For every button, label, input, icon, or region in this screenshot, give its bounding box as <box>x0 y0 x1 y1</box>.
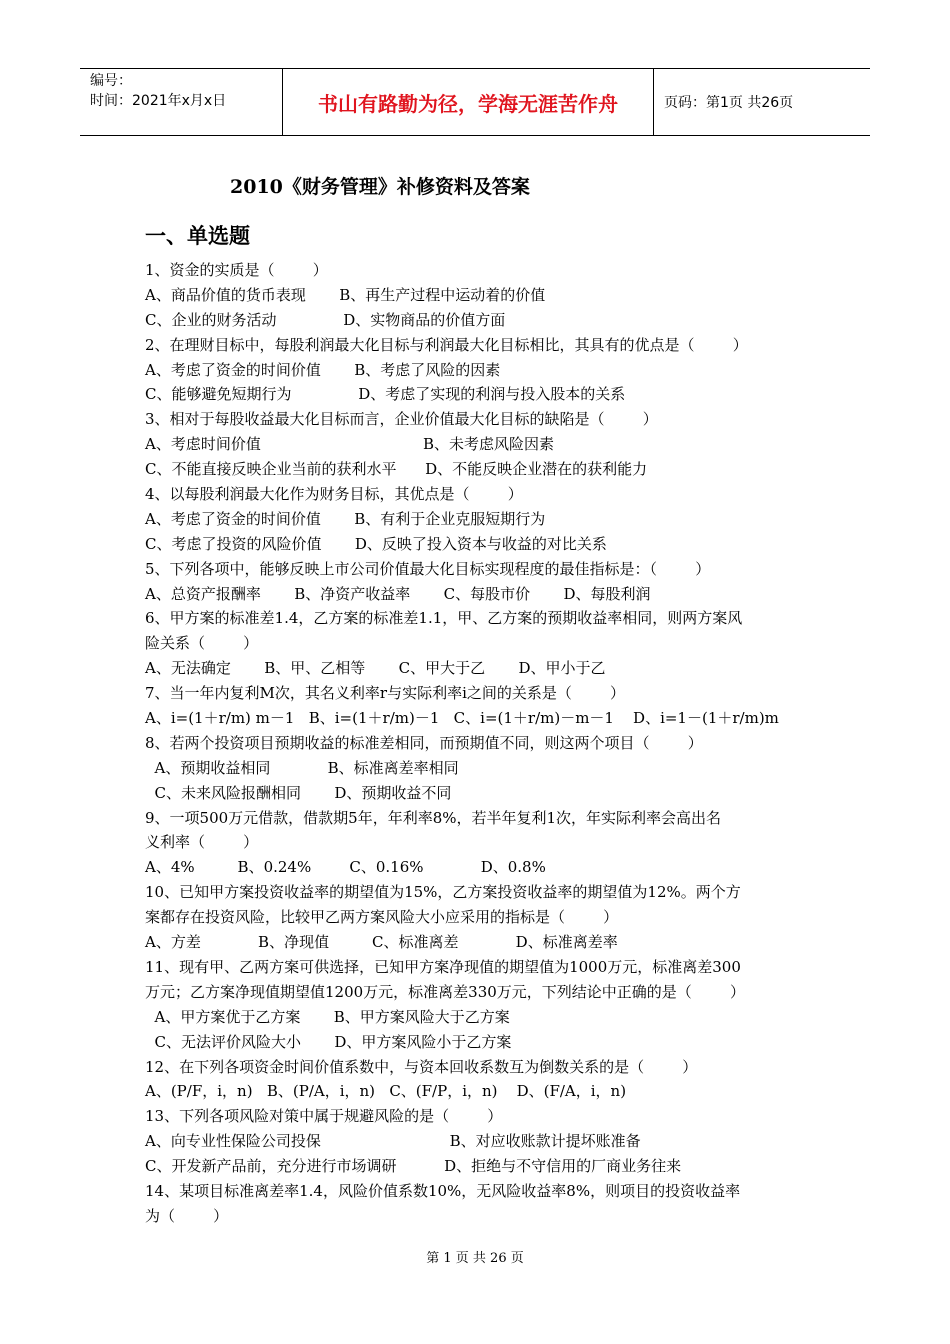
text-line: C、开发新产品前，充分进行市场调研 D、拒绝与不守信用的厂商业务往来 <box>145 1157 682 1176</box>
text-line: 12、在下列各项资金时间价值系数中，与资本回收系数互为倒数关系的是（ ） <box>145 1057 698 1076</box>
text-line: 4、以每股利润最大化作为财务目标，其优点是（ ） <box>145 485 523 504</box>
text-line: A、考虑时间价值 B、未考虑风险因素 <box>145 435 554 454</box>
text-line: 万元；乙方案净现值期望值1200万元，标准离差330万元，下列结论中正确的是（ ） <box>145 982 745 1001</box>
text-line: A、总资产报酬率 B、净资产收益率 C、每股市价 D、每股利润 <box>145 584 651 603</box>
document-title: 2010《财务管理》补修资料及答案 <box>230 176 530 198</box>
text-line: A、预期收益相同 B、标准离差率相同 <box>145 758 459 777</box>
date-label: 时间：2021年x月x日 <box>90 93 227 109</box>
text-line: C、能够避免短期行为 D、考虑了实现的利润与投入股本的关系 <box>145 385 626 404</box>
text-line: A、4% B、0.24% C、0.16% D、0.8% <box>145 858 546 877</box>
text-line: A、(P/F，i，n) B、(P/A，i，n) C、(F/P，i，n) D、(F/A，i，n) <box>145 1082 627 1101</box>
text-line: C、考虑了投资的风险价值 D、反映了投入资本与收益的对比关系 <box>145 534 607 553</box>
text-line: 13、下列各项风险对策中属于规避风险的是（ ） <box>145 1107 503 1126</box>
text-line: A、商品价值的货币表现 B、再生产过程中运动着的价值 <box>145 285 546 304</box>
text-line: C、无法评价风险大小 D、甲方案风险小于乙方案 <box>145 1032 512 1051</box>
text-line: C、未来风险报酬相同 D、预期收益不同 <box>145 783 452 802</box>
text-line: 9、一项500万元借款，借款期5年，年利率8%，若半年复利1次，年实际利率会高出名 <box>145 808 722 827</box>
text-line: 6、甲方案的标准差1.4，乙方案的标准差1.1，甲、乙方案的预期收益率相同，则两方案风 <box>145 609 743 628</box>
text-line: 8、若两个投资项目预期收益的标准差相同，而预期值不同，则这两个项目（ ） <box>145 733 703 752</box>
page-header <box>80 68 870 136</box>
text-line: 3、相对于每股收益最大化目标而言，企业价值最大化目标的缺陷是（ ） <box>145 410 658 429</box>
text-line: 为（ ） <box>145 1206 229 1225</box>
text-line: C、企业的财务活动 D、实物商品的价值方面 <box>145 310 506 329</box>
header-motto: 书山有路勤为径，学海无涯苦作舟 <box>282 69 654 135</box>
text-line: A、向专业性保险公司投保 B、对应收账款计提坏账准备 <box>145 1132 641 1151</box>
text-line: A、i=(1＋r/m) m－1 B、i=(1＋r/m)－1 C、i=(1＋r/m)－m－1 D、i=1－(1＋r/m)m <box>145 709 779 728</box>
number-label: 编号： <box>90 73 132 89</box>
text-line: 案都存在投资风险，比较甲乙两方案风险大小应采用的指标是（ ） <box>145 908 619 927</box>
question-list <box>145 258 810 1229</box>
page-footer: 第 1 页 共 26 页 <box>426 1251 524 1266</box>
section-heading: 一、单选题 <box>145 223 250 248</box>
text-line: 7、当一年内复利M次，其名义利率r与实际利率i之间的关系是（ ） <box>145 684 626 703</box>
text-line: 10、已知甲方案投资收益率的期望值为15%，乙方案投资收益率的期望值为12%。两个方 <box>145 883 741 902</box>
text-line: C、不能直接反映企业当前的获利水平 D、不能反映企业潜在的获利能力 <box>145 460 648 479</box>
text-line: 5、下列各项中，能够反映上市公司价值最大化目标实现程度的最佳指标是：（ ） <box>145 559 711 578</box>
header-page-info: 页码：第1页 共26页 <box>664 95 794 111</box>
header-meta <box>80 69 282 135</box>
text-line: 1、资金的实质是（ ） <box>145 261 328 279</box>
text-line: A、考虑了资金的时间价值 B、考虑了风险的因素 <box>145 360 501 379</box>
text-line: A、考虑了资金的时间价值 B、有利于企业克服短期行为 <box>145 509 546 528</box>
text-line: 14、某项目标准离差率1.4，风险价值系数10%，无风险收益率8%，则项目的投资收益率 <box>145 1181 741 1200</box>
text-line: 11、现有甲、乙两方案可供选择，已知甲方案净现值的期望值为1000万元，标准离差300 <box>145 957 741 976</box>
text-line: A、方差 B、净现值 C、标准离差 D、标准离差率 <box>145 933 618 952</box>
text-line: 义利率（ ） <box>145 833 259 852</box>
text-line: 2、在理财目标中，每股利润最大化目标与利润最大化目标相比，其具有的优点是（ ） <box>145 335 748 354</box>
text-line: A、甲方案优于乙方案 B、甲方案风险大于乙方案 <box>145 1007 510 1026</box>
text-line: 险关系（ ） <box>145 634 259 653</box>
text-line: A、无法确定 B、甲、乙相等 C、甲大于乙 D、甲小于乙 <box>145 659 606 678</box>
